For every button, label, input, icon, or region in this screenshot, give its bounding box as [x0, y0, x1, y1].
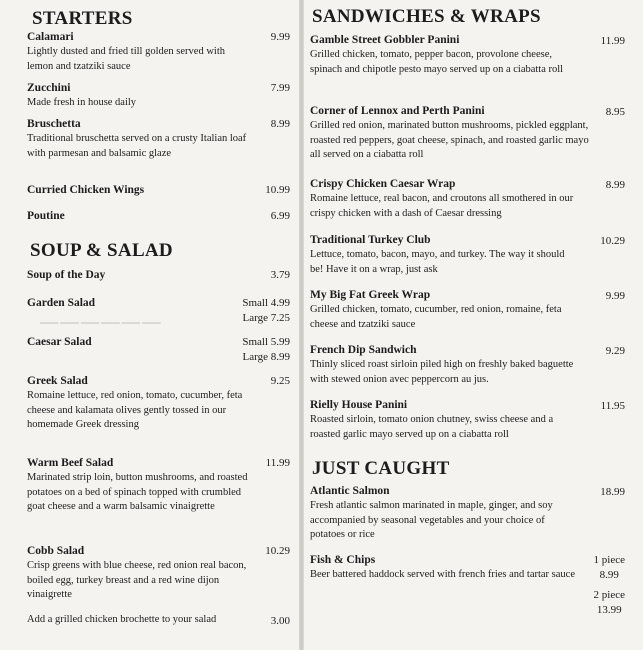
section-heading-sandwiches-wraps: SANDWICHES & WRAPS [312, 6, 541, 27]
price-small: Small 4.99 [242, 297, 290, 309]
price-large: Large 8.99 [242, 350, 290, 363]
item-price-piece-options [594, 553, 625, 617]
menu-item-garden-salad [27, 296, 227, 310]
item-description: Traditional bruschetta served on a crusty Italian loaf with parmesan and balsamic glaze [27, 133, 247, 159]
item-name: Corner of Lennox and Perth Panini [310, 105, 485, 117]
item-name: Calamari [27, 31, 74, 43]
price-1-label: 1 piece [593, 554, 625, 566]
item-name: Caesar Salad [27, 336, 92, 348]
section-heading-soup-salad: SOUP & SALAD [30, 240, 173, 261]
item-name: My Big Fat Greek Wrap [310, 289, 431, 301]
menu-item-traditional-turkey-club [310, 233, 580, 277]
item-price: 10.29 [265, 545, 290, 557]
menu-page-right [304, 0, 643, 650]
item-price-sizes [242, 296, 290, 325]
price-2-label: 2 piece [593, 589, 625, 601]
item-price: 7.99 [270, 82, 290, 94]
menu-item-cobb-salad [27, 544, 249, 603]
menu-item-rielly-house-panini [310, 398, 585, 442]
item-name: French Dip Sandwich [310, 344, 417, 356]
menu-item-caesar-salad [27, 335, 227, 349]
menu-item-add-chicken-brochette [27, 613, 241, 628]
item-name: Rielly House Panini [310, 399, 408, 411]
bleed-through-watermark: ────── [40, 308, 163, 337]
item-price: 6.99 [270, 210, 290, 222]
item-price: 9.25 [270, 375, 290, 387]
item-price: 10.99 [265, 184, 290, 196]
item-description: Grilled red onion, marinated button mushrooms, pickled eggplant, roasted red peppers, goat cheese, spinach, and roasted garlic mayo all served on a ciabatta roll [310, 120, 589, 160]
item-description: Beer battered haddock served with french fries and tartar sauce [310, 569, 575, 580]
item-description: Made fresh in house daily [27, 97, 137, 108]
item-price: 9.29 [605, 345, 625, 357]
item-price: 11.99 [600, 35, 625, 47]
item-price: 9.99 [605, 290, 625, 302]
item-name: Traditional Turkey Club [310, 234, 431, 246]
menu-item-poutine [27, 209, 252, 223]
price-large: Large 7.25 [242, 311, 290, 324]
menu-item-french-dip-sandwich [310, 343, 585, 387]
menu-item-zucchini [27, 81, 252, 111]
item-description: Lightly dusted and fried till golden served with lemon and tzatziki sauce [27, 46, 226, 72]
item-name: Soup of the Day [27, 269, 106, 281]
item-name: Poutine [27, 210, 65, 222]
item-name: Warm Beef Salad [27, 457, 114, 469]
item-price: 8.99 [605, 179, 625, 191]
item-name: Zucchini [27, 82, 71, 94]
item-price: 3.00 [270, 615, 290, 627]
section-heading-just-caught: JUST CAUGHT [312, 458, 450, 479]
item-description: Roasted sirloin, tomato onion chutney, swiss cheese and a roasted garlic mayo served up on a ciabatta roll [310, 414, 554, 440]
item-description: Lettuce, tomato, bacon, mayo, and turkey. The way it should be! Have it on a wrap, just ask [310, 249, 565, 275]
item-name: Greek Salad [27, 375, 88, 387]
price-small: Small 5.99 [242, 336, 290, 348]
item-name: Atlantic Salmon [310, 485, 390, 497]
menu-item-warm-beef-salad [27, 456, 251, 515]
item-description: Fresh atlantic salmon marinated in maple, ginger, and soy accompanied by seasonal vegetables and your choice of potatoes or rice [310, 500, 553, 540]
menu-page-left [0, 0, 299, 650]
menu-item-fish-and-chips [310, 553, 575, 583]
item-price: 9.99 [270, 31, 290, 43]
item-name: Cobb Salad [27, 545, 85, 557]
item-description: Grilled chicken, tomato, pepper bacon, provolone cheese, spinach and chipotle pesto mayo served up on a ciabatta roll [310, 49, 564, 75]
price-1: 8.99 [599, 568, 619, 581]
item-price: 11.99 [265, 457, 290, 469]
item-description: Grilled chicken, tomato, cucumber, red onion, romaine, feta cheese and tzatziki sauce [310, 304, 562, 330]
menu-item-crispy-chicken-caesar-wrap [310, 177, 590, 221]
menu-item-gamble-street-gobbler [310, 33, 585, 77]
menu-item-bruschetta [27, 117, 249, 161]
item-description: Romaine lettuce, real bacon, and croutons all smothered in our crispy chicken with a dash of Caesar dressing [310, 193, 574, 219]
item-price: 18.99 [600, 486, 625, 498]
item-description: Romaine lettuce, red onion, tomato, cucumber, feta cheese and kalamata olives gently tossed in our homemade Greek dressing [27, 390, 243, 430]
item-price: 10.29 [600, 235, 625, 247]
item-name: Gamble Street Gobbler Panini [310, 34, 460, 46]
item-price: 3.79 [270, 269, 290, 281]
item-price: 11.95 [600, 400, 625, 412]
menu-item-curried-chicken-wings [27, 183, 252, 197]
item-description: Crisp greens with blue cheese, red onion real bacon, boiled egg, turkey breast and a red wine dijon vinaigrette [27, 560, 247, 600]
menu-item-corner-of-lennox-and-perth [310, 104, 595, 163]
item-name: Crispy Chicken Caesar Wrap [310, 178, 456, 190]
item-name: Curried Chicken Wings [27, 184, 145, 196]
item-price: 8.95 [605, 106, 625, 118]
item-price: 8.99 [270, 118, 290, 130]
price-2: 13.99 [596, 603, 622, 616]
item-name: Garden Salad [27, 297, 96, 309]
item-description: Marinated strip loin, button mushrooms, and roasted potatoes on a bed of spinach topped with crumbled goat cheese and a warm balsamic vinaigrette [27, 472, 248, 512]
section-heading-starters: STARTERS [32, 8, 133, 29]
item-description: Add a grilled chicken brochette to your salad [27, 614, 217, 625]
item-description: Thinly sliced roast sirloin piled high on freshly baked baguette with stewed onion avec peppercorn au jus. [310, 359, 574, 385]
item-name: Fish & Chips [310, 554, 376, 566]
menu-item-soup-of-the-day [27, 268, 252, 282]
item-name: Bruschetta [27, 118, 81, 130]
item-price-sizes [242, 335, 290, 364]
menu-item-atlantic-salmon [310, 484, 578, 543]
menu-item-my-big-fat-greek-wrap [310, 288, 580, 332]
menu-item-greek-salad [27, 374, 245, 433]
menu-item-calamari [27, 30, 252, 74]
